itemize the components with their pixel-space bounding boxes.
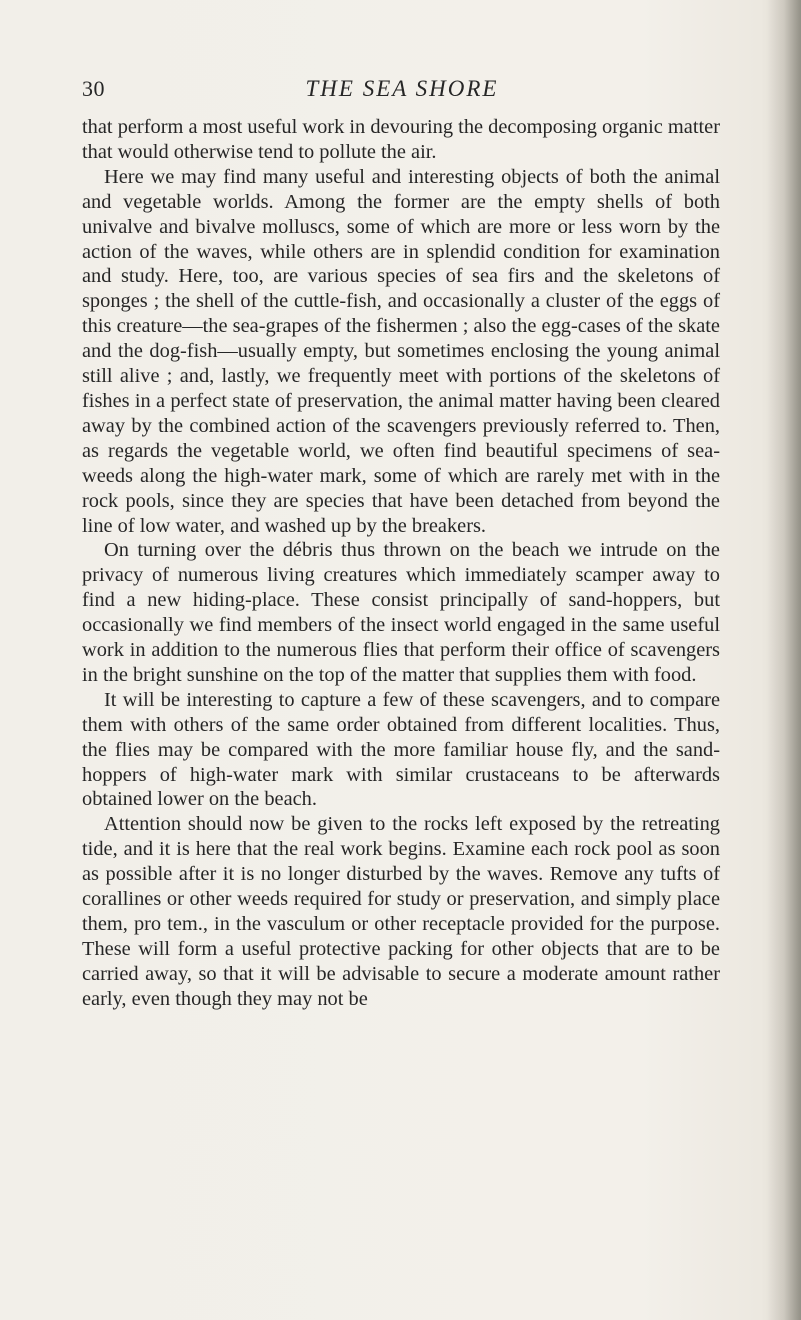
- page-header: [82, 76, 722, 106]
- page-number: 30: [82, 76, 105, 101]
- page-edge-shadow: [767, 0, 801, 1320]
- paragraph: Here we may find many useful and interesting objects of both the animal and vegetable worlds. Among the former are the empty shells of both univalve and bivalve molluscs, some of which are more or less worn by the action of the waves, while others are in splendid condition for examination and study. Here, too, are various species of sea firs and the skeletons of sponges ; the shell of the cuttle-fish, and occasionally a cluster of the eggs of this creature—the sea-grapes of the fishermen ; also the egg-cases of the skate and the dog-fish—usually empty, but sometimes enclosing the young animal still alive ; and, lastly, we frequently meet with portions of the skeletons of fishes in a perfect state of preservation, the animal matter having been cleared away by the combined action of the scavengers previously referred to. Then, as regards the vegetable world, we often find beautiful specimens of sea-weeds along the high-water mark, some of which are rarely met with in the rock pools, since they are species that have been detached from beyond the line of low water, and washed up by the breakers.: [82, 165, 720, 537]
- paragraph: Attention should now be given to the rocks left exposed by the retreating tide, and it is here that the real work begins. Examine each rock pool as soon as possible after it is no longer disturbed by the waves. Remove any tufts of corallines or other weeds required for study or preservation, and simply place them, pro tem., in the vasculum or other receptacle provided for the purpose. These will form a useful protective packing for other objects that are to be carried away, so that it will be advisable to secure a moderate amount rather early, even though they may not be: [82, 813, 720, 1010]
- paragraph: On turning over the débris thus thrown on the beach we intrude on the privacy of numerous living creatures which immediately scamper away to find a new hiding-place. These consist principally of sand-hoppers, but occasionally we find members of the insect world engaged in the same useful work in addition to the numerous flies that perform their office of scavengers in the bright sunshine on the top of the matter that supplies them with food.: [82, 539, 720, 686]
- paragraph: that perform a most useful work in devouring the decomposing organic matter that would otherwise tend to pollute the air.: [82, 116, 720, 163]
- running-head: THE SEA SHORE: [305, 76, 499, 101]
- body-text: [82, 115, 720, 1012]
- paragraph: It will be interesting to capture a few of these scavengers, and to compare them with others of the same order obtained from different localities. Thus, the flies may be compared with the more familiar house fly, and the sand-hoppers of high-water mark with similar crustaceans to be afterwards obtained lower on the beach.: [82, 688, 720, 811]
